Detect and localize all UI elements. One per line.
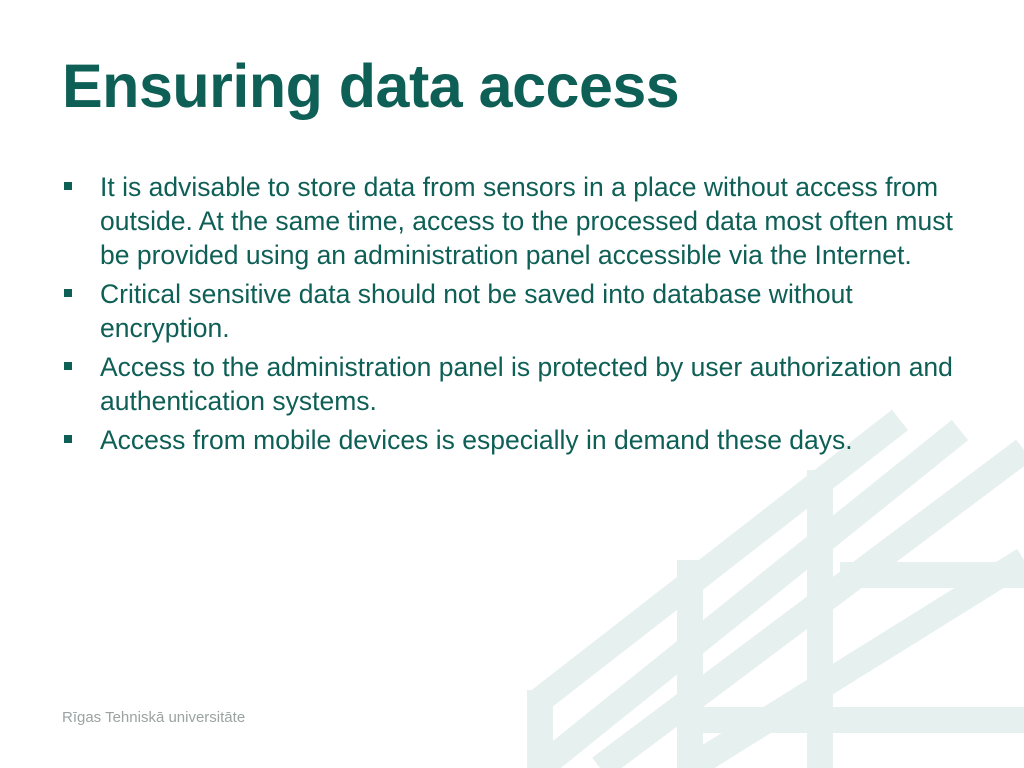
bullet-item: [62, 170, 972, 272]
slide-title: Ensuring data access: [62, 52, 680, 120]
footer-university-name: Rīgas Tehniskā universitāte: [62, 709, 246, 726]
bullet-list: [62, 170, 972, 462]
bullet-item: [62, 277, 972, 345]
square-bullet-icon: [64, 435, 72, 443]
square-bullet-icon: [64, 362, 72, 370]
square-bullet-icon: [64, 182, 72, 190]
square-bullet-icon: [64, 289, 72, 297]
bullet-item: [62, 350, 972, 418]
bullet-text: Access to the administration panel is protected by user authorization and authentication systems.: [100, 352, 953, 416]
bullet-text: Critical sensitive data should not be saved into database without encryption.: [100, 279, 853, 343]
bullet-text: Access from mobile devices is especially in demand these days.: [100, 425, 853, 455]
bullet-text: It is advisable to store data from sensors in a place without access from outside. At the same time, access to the processed data most often must be provided using an administration panel accessible via the Internet.: [100, 172, 953, 270]
bullet-item: [62, 423, 972, 457]
